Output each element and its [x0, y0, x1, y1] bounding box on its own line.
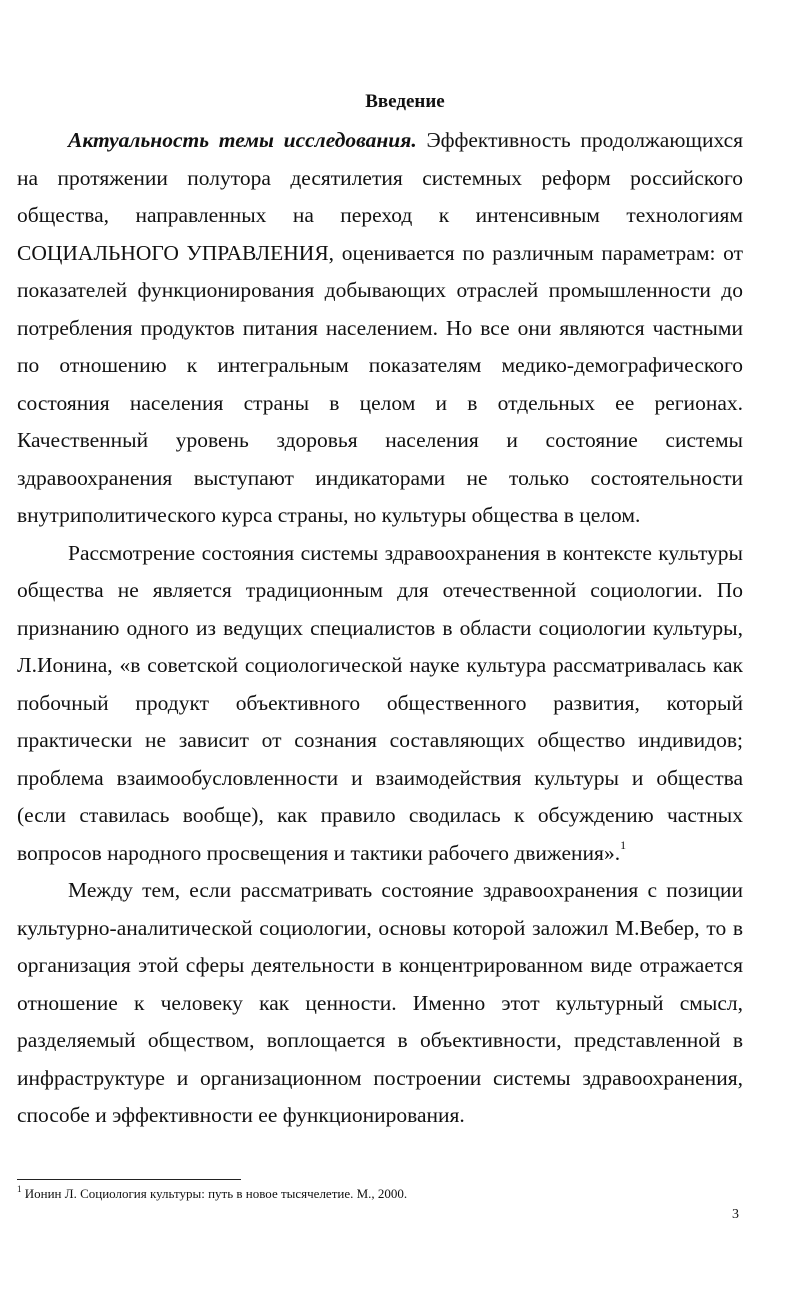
section-heading: Введение: [365, 91, 445, 112]
paragraph-3-text: Между тем, если рассматривать состояние здравоохранения с позиции культурно-аналитической социологии, основы которой заложил М.Вебер, то в организация этой сферы деятельности в концентрированном виде отражается отношение к человеку как ценности. Именно этот культурный смысл, разделяемый обществом, воплощается в объективности, представленной в инфраструктуре и организационном построении системы здравоохранения, способе и эффективности ее функционирования.: [17, 878, 743, 1127]
footnote: [17, 1185, 743, 1203]
paragraph-1-text: Эффективность продолжающихся на протяжении полутора десятилетия системных реформ российского общества, направленных на переход к интенсивным технологиям СОЦИАЛЬНОГО УПРАВЛЕНИЯ, оценивается по различным параметрам: от показателей функционирования добывающих отраслей промышленности до потребления продуктов питания населением. Но все они являются частными по отношению к интегральным показателям медико-демографического состояния населения страны в целом и в отдельных ее регионах. Качественный уровень здоровья населения и состояние системы здравоохранения выступают индикаторами не только состоятельности внутриполитического курса страны, но культуры общества в целом.: [17, 128, 744, 527]
body-text: [17, 122, 743, 1135]
footnote-reference[interactable]: 1: [620, 838, 627, 853]
footnote-mark: 1: [17, 1183, 22, 1194]
paragraph-3: [17, 872, 743, 1135]
footnote-separator: [17, 1179, 241, 1180]
paragraph-1: [17, 122, 743, 535]
paragraph-2-text: Рассмотрение состояния системы здравоохранения в контексте культуры общества не является традиционным для отечественной социологии. По признанию одного из ведущих специалистов в области социологии культуры, Л.Ионина, «в советской социологической науке культура рассматривалась как побочный продукт объективного общественного развития, который практически не зависит от сознания составляющих общество индивидов; проблема взаимообусловленности и взаимодействия культуры и общества (если ставилась вообще), как правило сводилась к обсуждению частных вопросов народного просвещения и тактики рабочего движения».: [17, 540, 743, 865]
paragraph-2: [17, 535, 743, 873]
footnote-text: Ионин Л. Социология культуры: путь в новое тысячелетие. М., 2000.: [21, 1186, 408, 1201]
paragraph-lead: Актуальность темы исследования.: [68, 128, 417, 152]
page-number: 3: [732, 1207, 739, 1222]
